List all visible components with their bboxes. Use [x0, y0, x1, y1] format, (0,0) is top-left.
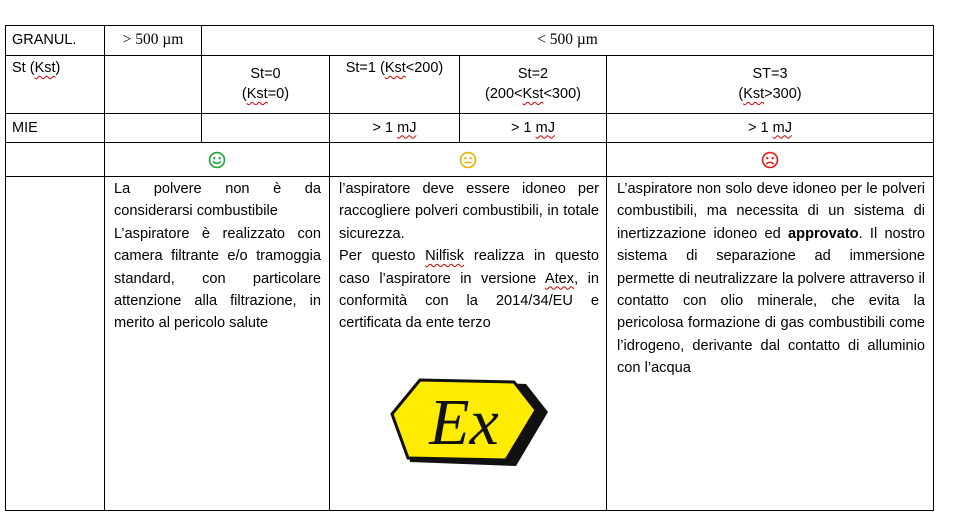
description-col2-p2: Per questo Nilfisk realizza in questo caso l’aspiratore in versione Atex, in conformità con la 2014/34/EU e certificata da ente terzo: [339, 248, 599, 332]
description-col3: [617, 178, 925, 380]
granul-gt500: > 500 µm: [122, 31, 184, 48]
description-col1: [114, 178, 321, 335]
st2-line2: (200<Kst<300): [485, 86, 581, 102]
mie-st1-value: > 1 mJ: [372, 119, 417, 136]
row-divider: [5, 176, 934, 177]
granul-label-cell: [5, 25, 104, 55]
description-col1-p2: L’aspiratore è realizzato con camera filtrante e/o tramoggia standard, con particolare attenzione alla filtrazione, in merito al pericolo salute: [114, 225, 321, 332]
st0-line1: St=0: [250, 66, 281, 82]
mie-st3-cell: [607, 113, 933, 142]
face-cell-col1: [105, 143, 329, 176]
description-col2: [339, 178, 599, 335]
mie-st3-value: > 1 mJ: [748, 119, 792, 136]
st-label: St (Kst): [12, 60, 61, 76]
mie-st1-cell: [330, 113, 459, 142]
description-col2-p1: l’aspiratore deve essere idoneo per raccogliere polveri combustibili, in totale sicurezza.: [339, 181, 599, 242]
st3-line2: (Kst>300): [738, 86, 802, 102]
table-border-right: [933, 25, 934, 511]
table-border-bottom: [5, 510, 934, 511]
mie-label: MIE: [12, 119, 38, 136]
st2-cell: [460, 55, 606, 113]
mie-label-cell: [5, 113, 104, 142]
column-divider: [104, 25, 105, 511]
table-border-left: [5, 25, 6, 511]
st3-line1: ST=3: [752, 66, 788, 82]
smiley-neutral-icon: [459, 151, 477, 169]
smiley-sad-icon: [761, 151, 779, 169]
st0-line2: (Kst=0): [241, 86, 290, 102]
granul-gt500-cell: [105, 25, 201, 55]
atex-ex-logo: [388, 378, 550, 468]
st1-line1: St=1 (Kst<200): [345, 60, 444, 76]
st3-cell: [607, 55, 933, 113]
st1-cell: [330, 55, 459, 113]
atex-ex-logo-text: Ex: [429, 386, 499, 459]
face-cell-col2: [330, 143, 606, 176]
st-label-cell: [5, 55, 104, 81]
st2-line1: St=2: [517, 66, 549, 82]
granul-lt500: < 500 µm: [537, 31, 598, 48]
st0-cell: [202, 55, 329, 113]
mie-st2-cell: [460, 113, 606, 142]
granul-label: GRANUL.: [12, 32, 77, 48]
face-cell-col3: [607, 143, 933, 176]
granul-lt500-cell: [202, 25, 933, 55]
st-label-kst: Kst: [34, 60, 56, 76]
description-col3-p1: L’aspiratore non solo deve idoneo per le polveri combustibili, ma necessita di un sistema di inertizzazione idoneo ed approvato. Il nostro sistema di separazione ad immersione permette di neutralizzare la polvere attraverso il contatto con olio minerale, che evita la pericolosa formazione di gas combustibili come l’idrogeno, derivante dal contatto di alluminio con l’acqua: [617, 181, 926, 377]
mie-st2-value: > 1 mJ: [511, 119, 555, 136]
smiley-happy-icon: [208, 151, 226, 169]
description-col1-p1: La polvere non è da considerarsi combustibile: [114, 181, 321, 220]
approved-emphasis: approvato: [788, 225, 859, 242]
